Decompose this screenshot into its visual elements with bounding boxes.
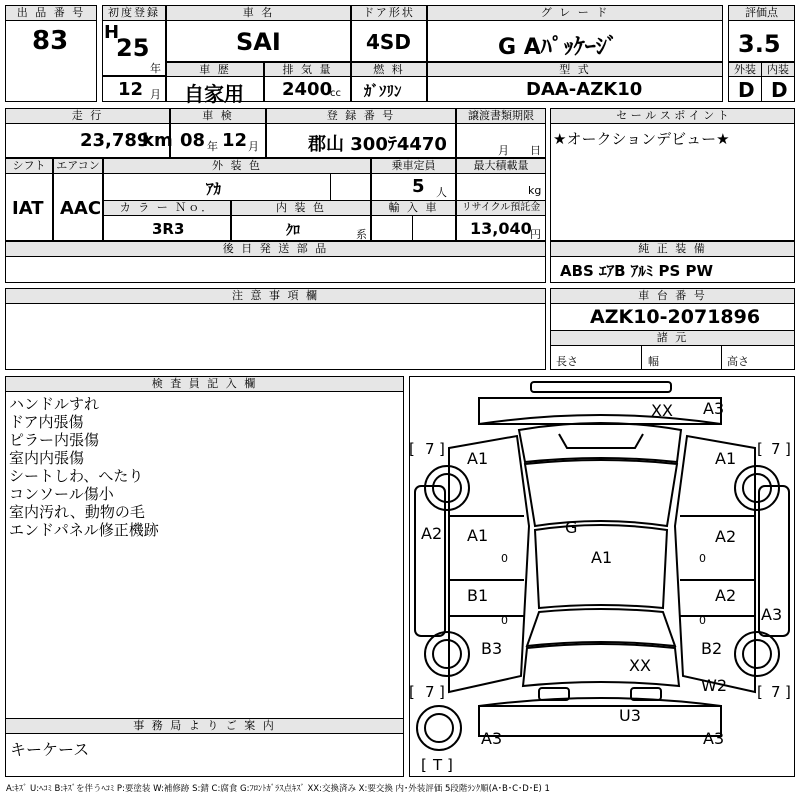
bracket: [: [757, 683, 763, 701]
exterior-header: 外装: [728, 62, 762, 77]
import-cell: [371, 215, 413, 241]
capacity-value: 5: [412, 176, 425, 197]
int-color-unit: 系: [356, 228, 367, 241]
grade-value: G Aﾊﾟｯｹｰｼﾞ: [498, 35, 618, 60]
spec-height-label: 高さ: [727, 355, 749, 368]
import-header: 輸 入 車: [371, 200, 456, 216]
mark-rear-window: W2: [701, 676, 727, 695]
inspector-note: ピラー内張傷: [9, 431, 100, 449]
mark-fr-fender: A1: [715, 449, 737, 468]
chassis-value: AZK10-2071896: [590, 306, 761, 328]
mark-l-side: A2: [421, 524, 443, 543]
month-unit: 月: [150, 88, 161, 101]
car-diagram: [409, 376, 795, 777]
legend-text: A:ｷｽﾞ U:ﾍｺﾐ B:ｷｽﾞを伴うﾍｺﾐ P:要塗装 W:補修跡 S:錆 C:腐食 G:ﾌﾛﾝﾄｶﾞﾗｽ点ｷｽﾞ XX:交換済み X:要交換 内･外装評価 5段階ﾗﾝｸ順(A･B･C･D･E) 1: [6, 784, 550, 794]
inspector-note: ドア内張傷: [9, 413, 84, 431]
bracket: [: [757, 440, 763, 458]
interior-score: D: [771, 78, 788, 102]
grade-header: グ レ ー ド: [427, 5, 723, 21]
first-reg-header: 初度登録: [102, 5, 166, 21]
mark-rr-door: A2: [715, 586, 737, 605]
chassis-header: 車 台 番 号: [550, 288, 795, 304]
car-name-value: SAI: [236, 28, 281, 56]
zero-mark: 0: [501, 552, 508, 565]
spare-tire: T: [433, 756, 443, 774]
later-parts-header: 後 日 発 送 部 品: [5, 241, 546, 257]
reg-no-value: 郡山 300ﾃ4470: [308, 134, 447, 155]
inspector-note: ハンドルすれ: [9, 395, 100, 413]
genuine-header: 純 正 装 備: [550, 241, 795, 257]
ext-color-value: ｱｶ: [206, 180, 222, 198]
inspection-month: 12: [222, 130, 248, 151]
max-load-unit: kg: [528, 184, 542, 197]
door-value: 4SD: [366, 30, 411, 54]
bracket: ]: [439, 440, 445, 458]
mark-rear-r: A3: [703, 729, 725, 748]
import-cell-2: [412, 215, 456, 241]
notes-header: 注 意 事 項 欄: [5, 288, 546, 304]
inspector-header: 検 査 員 記 入 欄: [5, 376, 404, 392]
fuel-value: ｶﾞｿﾘﾝ: [364, 82, 402, 100]
aircon-value: AAC: [60, 198, 102, 219]
lot-no-header: 出 品 番 号: [5, 5, 97, 21]
max-load-header: 最大積載量: [456, 158, 546, 174]
mark-rl-door: B1: [467, 586, 489, 605]
inspector-note: コンソール傷小: [9, 485, 114, 503]
tire-fl: 7: [425, 440, 435, 458]
inspection-header: 車 検: [170, 108, 266, 124]
year-value: 25: [116, 34, 150, 62]
mark-rear-bumper: U3: [619, 706, 641, 725]
exterior-score: D: [738, 78, 755, 102]
inspector-note: シートしわ、へたり: [9, 467, 144, 485]
tire-fr: 7: [771, 440, 781, 458]
reg-no-header: 登 録 番 号: [266, 108, 456, 124]
score-value: 3.5: [738, 30, 781, 58]
inspector-note: 室内内張傷: [9, 449, 85, 467]
car-name-header: 車 名: [166, 5, 351, 21]
office-note: キーケース: [10, 740, 90, 759]
mileage-value: 23,789: [80, 130, 150, 151]
lot-no-value: 83: [32, 26, 69, 56]
transfer-day: 日: [530, 144, 541, 157]
mark-hood: XX: [651, 401, 673, 420]
bracket: [: [409, 440, 415, 458]
mark-fl-fender: A1: [467, 449, 489, 468]
inspection-year-unit: 年: [207, 140, 218, 153]
recycle-unit: 円: [530, 228, 541, 241]
mark-rear-l: A3: [481, 729, 503, 748]
mark-fr-door: A2: [715, 527, 737, 546]
interior-header: 内装: [761, 62, 795, 77]
ext-color-cell-2: [330, 173, 371, 201]
inspector-notes: [9, 395, 159, 539]
year-unit: 年: [150, 62, 161, 75]
inspection-month-unit: 月: [248, 140, 259, 153]
capacity-header: 乗車定員: [371, 158, 456, 174]
displacement-unit: cc: [330, 88, 341, 99]
tire-rr: 7: [771, 683, 781, 701]
spec-width-label: 幅: [648, 355, 659, 368]
int-color-cell: [231, 215, 371, 241]
int-color-value: ｸﾛ: [286, 223, 300, 239]
shift-value: IAT: [12, 198, 44, 219]
mark-rl-quarter: B3: [481, 639, 503, 658]
recycle-value: 13,040: [470, 219, 532, 238]
sales-point-header: セ ー ル ス ポ イ ン ト: [550, 108, 795, 124]
later-parts-cell: [5, 256, 546, 283]
model-value: DAA-AZK10: [526, 79, 643, 100]
shift-header: シフト: [5, 158, 53, 174]
door-header: ドア形状: [351, 5, 427, 21]
era-value: H: [104, 22, 120, 43]
bracket: ]: [439, 683, 445, 701]
capacity-unit: 人: [436, 186, 447, 199]
bracket: ]: [447, 756, 453, 774]
specs-header: 諸 元: [550, 330, 795, 346]
mark-trunk: XX: [629, 656, 651, 675]
ext-color-header: 外 装 色: [103, 158, 371, 174]
genuine-value: ABS ｴｱB ｱﾙﾐ PS PW: [560, 262, 714, 280]
color-no-header: カ ラ ー Ｎｏ．: [103, 200, 231, 216]
tire-rl: 7: [425, 683, 435, 701]
score-header: 評価点: [728, 5, 795, 21]
aircon-header: エアコン: [53, 158, 103, 174]
transfer-doc-header: 譲渡書類期限: [456, 108, 546, 124]
mark-windshield: G: [565, 518, 578, 537]
mileage-unit: km: [142, 130, 173, 151]
int-color-header: 内 装 色: [231, 200, 371, 216]
model-header: 型 式: [427, 62, 723, 77]
mark-rr-quarter: B2: [701, 639, 723, 658]
recycle-header: リサイクル預託金: [456, 200, 546, 216]
fuel-header: 燃 料: [351, 62, 427, 77]
mark-r-side: A3: [761, 605, 783, 624]
inspector-note: 室内汚れ、動物の毛: [9, 503, 145, 521]
mileage-header: 走 行: [5, 108, 170, 124]
zero-mark: 0: [501, 614, 508, 627]
inspection-year: 08: [180, 130, 206, 151]
bracket: [: [421, 756, 427, 774]
transfer-month: 月: [498, 144, 509, 157]
mark-front-bumper: A3: [703, 399, 725, 418]
history-header: 車 歴: [166, 62, 264, 77]
displacement-header: 排 気 量: [264, 62, 351, 77]
displacement-value: 2400: [282, 79, 333, 100]
mark-fl-door: A1: [467, 526, 489, 545]
spec-length-label: 長さ: [556, 355, 578, 368]
bracket: ]: [785, 683, 791, 701]
color-no-value: 3R3: [152, 220, 185, 238]
notes-cell: [5, 303, 546, 370]
month-value: 12: [118, 79, 144, 100]
zero-mark: 0: [699, 552, 706, 565]
inspector-note: エンドパネル修正機跡: [9, 521, 159, 539]
bracket: ]: [785, 440, 791, 458]
bracket: [: [409, 683, 415, 701]
mark-roof: A1: [591, 548, 613, 567]
history-value: 自家用: [184, 82, 244, 106]
zero-mark: 0: [699, 614, 706, 627]
sales-point-value: ★オークションデビュー★: [553, 130, 730, 148]
office-header: 事 務 局 よ り ご 案 内: [5, 718, 404, 734]
